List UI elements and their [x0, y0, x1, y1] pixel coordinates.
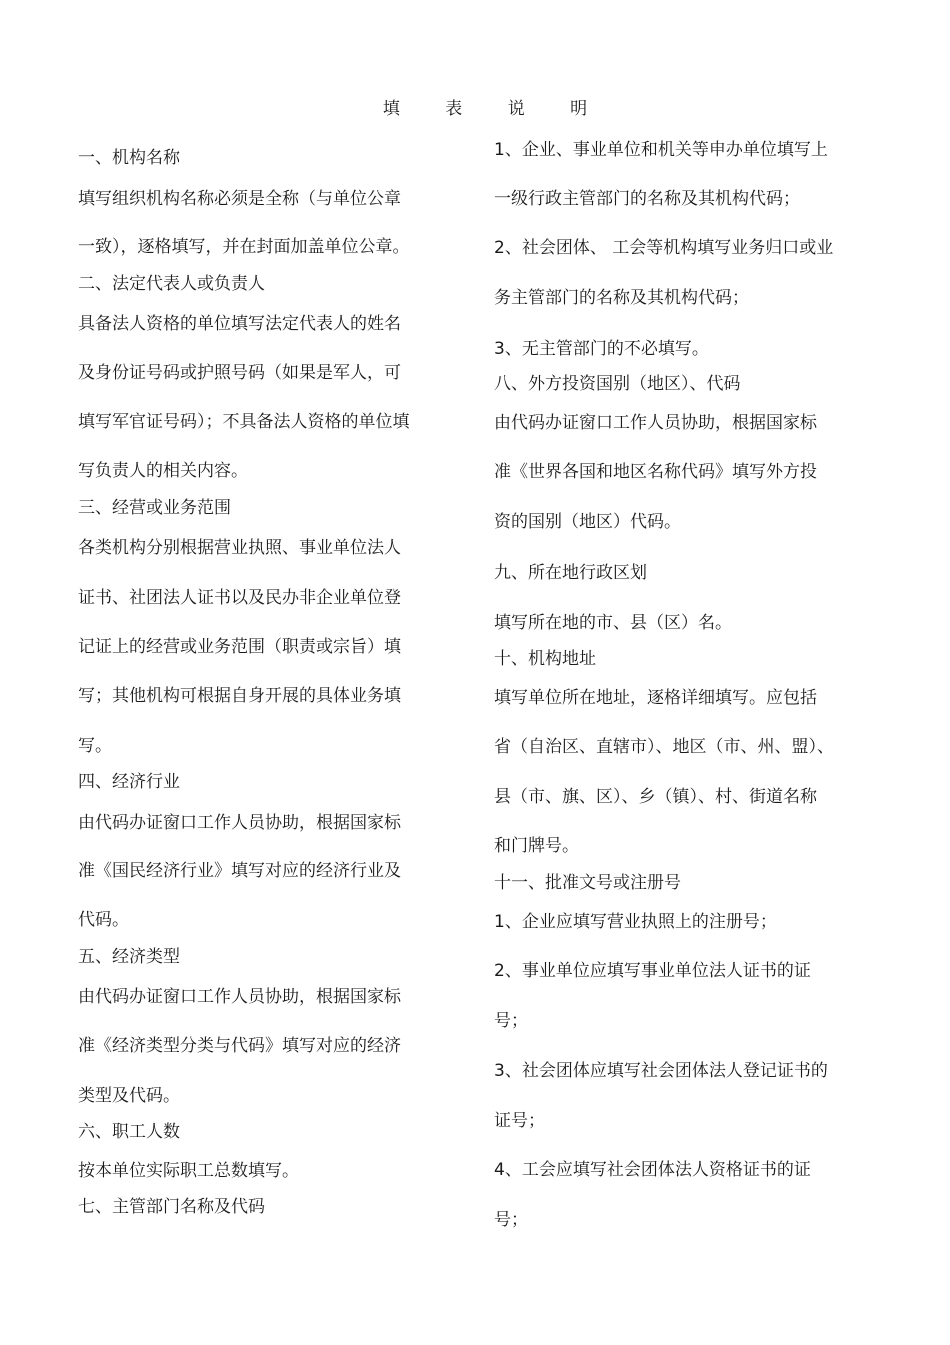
text-line: 2、社会团体、 工会等机构填写业务归口或业	[494, 238, 834, 258]
text-line: 写负责人的相关内容。	[78, 461, 248, 481]
page-title: 填 表 说 明	[382, 99, 608, 119]
text-line: 准《经济类型分类与代码》填写对应的经济	[78, 1036, 401, 1056]
text-line: 按本单位实际职工总数填写。	[78, 1161, 299, 1181]
section-heading: 九、所在地行政区划	[494, 563, 647, 583]
text-line: 填写单位所在地址，逐格详细填写。应包括	[494, 688, 817, 708]
text-line: 3、无主管部门的不必填写。	[494, 339, 709, 359]
text-line: 及身份证号码或护照号码（如果是军人，可	[78, 363, 401, 383]
text-line: 省（自治区、直辖市）、地区（市、州、盟）、	[494, 737, 834, 757]
text-line: 类型及代码。	[78, 1086, 180, 1106]
text-line: 由代码办证窗口工作人员协助，根据国家标	[78, 987, 401, 1007]
text-line: 号；	[494, 1210, 528, 1230]
text-line: 代码。	[78, 910, 129, 930]
text-line: 一级行政主管部门的名称及其机构代码；	[494, 189, 800, 209]
text-line: 证书、社团法人证书以及民办非企业单位登	[78, 588, 401, 608]
section-heading: 八、外方投资国别（地区）、代码	[494, 374, 741, 394]
section-heading: 六、职工人数	[78, 1122, 180, 1142]
section-heading: 十一、批准文号或注册号	[494, 873, 681, 893]
text-line: 由代码办证窗口工作人员协助，根据国家标	[494, 413, 817, 433]
text-line: 县（市、旗、区）、乡（镇）、村、街道名称	[494, 787, 817, 807]
text-line: 填写所在地的市、县（区）名。	[494, 613, 732, 633]
text-line: 资的国别（地区）代码。	[494, 512, 681, 532]
text-line: 写。	[78, 736, 112, 756]
section-heading: 三、经营或业务范围	[78, 498, 231, 518]
text-line: 1、企业、事业单位和机关等申办单位填写上	[494, 140, 828, 160]
section-heading: 七、主管部门名称及代码	[78, 1197, 265, 1217]
text-line: 证号；	[494, 1111, 545, 1131]
text-line: 填写军官证号码）；不具备法人资格的单位填	[78, 412, 410, 432]
text-line: 准《世界各国和地区名称代码》填写外方投	[494, 462, 817, 482]
section-heading: 十、机构地址	[494, 649, 596, 669]
text-line: 和门牌号。	[494, 836, 579, 856]
text-line: 号；	[494, 1011, 528, 1031]
text-line: 4、工会应填写社会团体法人资格证书的证	[494, 1160, 811, 1180]
text-line: 一致），逐格填写，并在封面加盖单位公章。	[78, 237, 410, 257]
section-heading: 二、法定代表人或负责人	[78, 274, 265, 294]
text-line: 3、社会团体应填写社会团体法人登记证书的	[494, 1061, 828, 1081]
text-line: 记证上的经营或业务范围（职责或宗旨）填	[78, 637, 401, 657]
section-heading: 一、机构名称	[78, 148, 180, 168]
text-line: 写；其他机构可根据自身开展的具体业务填	[78, 686, 401, 706]
text-line: 务主管部门的名称及其机构代码；	[494, 288, 749, 308]
section-heading: 五、经济类型	[78, 947, 180, 967]
text-line: 2、事业单位应填写事业单位法人证书的证	[494, 961, 811, 981]
section-heading: 四、经济行业	[78, 772, 180, 792]
text-line: 各类机构分别根据营业执照、事业单位法人	[78, 538, 401, 558]
text-line: 准《国民经济行业》填写对应的经济行业及	[78, 861, 401, 881]
text-line: 1、企业应填写营业执照上的注册号；	[494, 912, 777, 932]
text-line: 由代码办证窗口工作人员协助，根据国家标	[78, 813, 401, 833]
text-line: 填写组织机构名称必须是全称（与单位公章	[78, 189, 401, 209]
text-line: 具备法人资格的单位填写法定代表人的姓名	[78, 314, 401, 334]
